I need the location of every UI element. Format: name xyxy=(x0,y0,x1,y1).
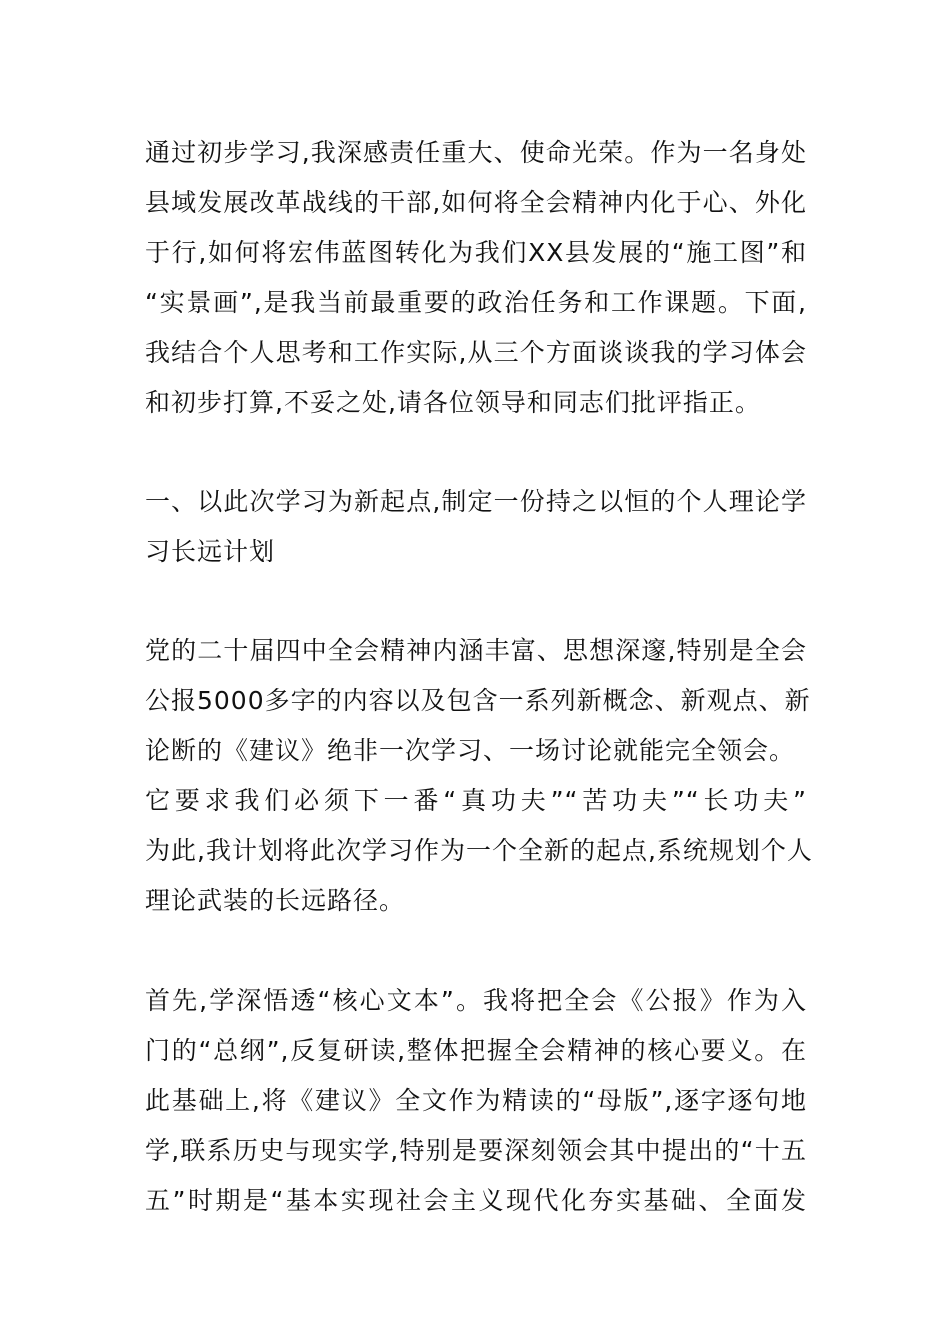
paragraph-first-step xyxy=(145,976,807,1226)
text-line: “实景画”,是我当前最重要的政治任务和工作课题。下面, xyxy=(145,288,807,317)
text-line: 为此,我计划将此次学习作为一个全新的起点,系统规划个人 xyxy=(145,836,813,865)
text-line: 通过初步学习,我深感责任重大、使命光荣。作为一名身处 xyxy=(145,138,807,167)
paragraph-section-1 xyxy=(145,626,813,926)
text-line: 我结合个人思考和工作实际,从三个方面谈谈我的学习体会 xyxy=(145,338,807,367)
text-line: 门的“总纲”,反复研读,整体把握全会精神的核心要义。在 xyxy=(145,1036,807,1065)
text-line: 论断的《建议》绝非一次学习、一场讨论就能完全领会。 xyxy=(145,736,796,765)
text-line: 此基础上,将《建议》全文作为精读的“母版”,逐字逐句地 xyxy=(145,1086,807,1115)
text-line: 党的二十届四中全会精神内涵丰富、思想深邃,特别是全会 xyxy=(145,636,807,665)
heading-line: 习长远计划 xyxy=(145,537,276,566)
text-line: 县域发展改革战线的干部,如何将全会精神内化于心、外化 xyxy=(145,188,807,217)
text-line: 它要求我们必须下一番“真功夫”“苦功夫”“长功夫” xyxy=(145,786,807,815)
text-line: 首先,学深悟透“核心文本”。我将把全会《公报》作为入 xyxy=(145,986,807,1015)
text-line: 学,联系历史与现实学,特别是要深刻领会其中提出的“十五 xyxy=(145,1136,807,1165)
text-line: 和初步打算,不妥之处,请各位领导和同志们批评指正。 xyxy=(145,388,761,417)
heading-line: 一、以此次学习为新起点,制定一份持之以恒的个人理论学 xyxy=(145,487,807,516)
section-heading-1 xyxy=(145,477,807,577)
text-line: 理论武装的长远路径。 xyxy=(145,886,406,915)
paragraph-intro xyxy=(145,128,807,428)
text-line: 公报5000多字的内容以及包含一系列新概念、新观点、新 xyxy=(145,686,811,715)
text-line: 于行,如何将宏伟蓝图转化为我们XX县发展的“施工图”和 xyxy=(145,238,807,267)
text-line: 五”时期是“基本实现社会主义现代化夯实基础、全面发 xyxy=(145,1186,807,1215)
